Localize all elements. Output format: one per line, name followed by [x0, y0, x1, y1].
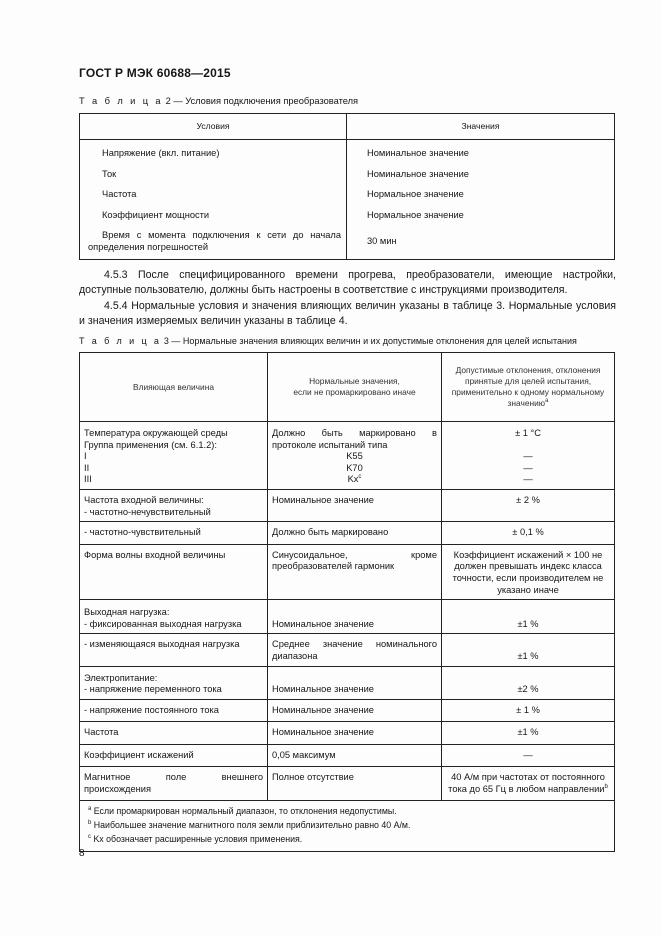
table3-normal [268, 422, 442, 490]
footnote-text: Kx обозначает расширенные условия применения. [91, 833, 303, 844]
table2-value: Номинальное значение [347, 164, 615, 185]
table-row [80, 522, 615, 545]
table-row [80, 544, 615, 599]
footnote [88, 804, 606, 818]
table3-quantity-line: - напряжение переменного тока [84, 684, 222, 695]
table2-condition: Ток [80, 164, 347, 185]
table-row [80, 489, 615, 521]
paragraph-4-5-3: 4.5.3 После специфицированного времени прогрева, преобразователи, имеющие настройки, доступные пользователю, должны быть настроены в соответствие с инструкциями производителя. [79, 269, 616, 297]
footnote-text: Наибольшее значение магнитного поля земли приблизительно равно 40 А/м. [91, 819, 411, 830]
table3-caption-prefix: Т а б л и ц а [79, 336, 162, 346]
table-row [80, 205, 615, 226]
table3-deviation [442, 767, 615, 800]
table3-dash: — [523, 462, 533, 473]
table3-deviation: ±1 % [442, 722, 615, 745]
footnote-ref: a [545, 398, 549, 405]
table3-deviation: Коэффициент искажений × 100 не должен превышать индекс класса точности, если производителем не указано иначе [442, 544, 615, 599]
table3-normal: Должно быть маркировано [268, 522, 442, 545]
table3-influence-quantities [79, 352, 615, 852]
table3-quantity: - частотно-чувствительный [80, 522, 268, 545]
footnote [88, 818, 606, 832]
body-text [79, 268, 616, 330]
page-number: 8 [79, 848, 85, 859]
table3-deviation: ± 2 % [442, 489, 615, 521]
table3-deviation: ±1 % [442, 634, 615, 666]
footnote-ref: b [604, 783, 608, 790]
table3-quantity: Коэффициент искажений [80, 744, 268, 767]
table3-quantity [80, 600, 268, 634]
table3-deviation-text: 40 А/м при частотах от постоянного тока до 65 Гц в любом направлении [448, 772, 605, 795]
table3-deviation: ± 0,1 % [442, 522, 615, 545]
table3-quantity-line: - частотно-нечувствительный [84, 506, 211, 517]
table3-quantity: Магнитное поле внешнего происхождения [80, 767, 268, 800]
table2-condition: Частота [80, 184, 347, 205]
table3-quantity-line: Частота входной величины: [84, 494, 204, 505]
table3-quantity [80, 666, 268, 699]
table-row [80, 666, 615, 699]
table3-normal: Номинальное значение [268, 699, 442, 722]
paragraph-4-5-4: 4.5.4 Нормальные условия и значения влияющих величин указаны в таблице 3. Нормальные условия и значения измеряемых величин указаны в таблице 4. [79, 299, 616, 328]
table2-header-values: Значения [347, 114, 615, 140]
table2-header-conditions: Условия [80, 114, 347, 140]
table3-normal-value: Kx [347, 474, 359, 485]
footnote-mark: b [88, 819, 92, 826]
table3-normal-value: K55 [346, 451, 363, 462]
table2-connection-conditions [79, 113, 615, 260]
table3-group: I [84, 451, 87, 462]
table3-normal: Номинальное значение [268, 600, 442, 634]
table-row [80, 184, 615, 205]
table-row [80, 699, 615, 722]
table3-header-normal-line: если не промаркировано иначе [293, 387, 416, 397]
table3-caption [79, 336, 577, 346]
table3-quantity-line: Электропитание: [84, 672, 158, 683]
table3-header-quantity: Влияющая величина [80, 353, 268, 422]
footnote-ref: c [358, 474, 362, 481]
standard-header: ГОСТ Р МЭК 60688—2015 [79, 66, 231, 80]
table3-deviation: ± 1 % [442, 699, 615, 722]
table3-normal-text: Должно быть маркировано в протоколе испытаний типа [272, 428, 437, 450]
table2-header-row [80, 114, 615, 140]
table3-quantity: - изменяющаяся выходная нагрузка [80, 634, 268, 666]
table3-normal: Синусоидальное, кроме преобразователей гармоник [268, 544, 442, 599]
table3-quantity-line: Температура окружающей среды [84, 428, 228, 438]
table2-value: Номинальное значение [347, 140, 615, 164]
table2-caption-title: 2 — Условия подключения преобразователя [163, 96, 359, 106]
footnote [88, 832, 606, 846]
table2-caption [79, 96, 358, 106]
table-row [80, 164, 615, 185]
table3-normal-value-kx [272, 474, 437, 486]
table2-condition: Время с момента подключения к сети до начала определения погрешностей [80, 225, 347, 259]
table-row [80, 422, 615, 490]
table3-footnotes-row [80, 800, 615, 851]
table3-group: II [84, 462, 90, 473]
table3-header-deviation [442, 353, 615, 422]
table3-quantity-line: - фиксированная выходная нагрузка [84, 618, 242, 629]
table-row [80, 140, 615, 164]
table3-quantity [80, 422, 268, 490]
table3-quantity-line: Выходная нагрузка: [84, 607, 170, 618]
table-row [80, 722, 615, 745]
table-row [80, 744, 615, 767]
footnote-mark: a [88, 805, 92, 812]
footnote-text: Если промаркирован нормальный диапазон, то отклонения недопустимы. [91, 805, 397, 816]
table3-quantity-line: Группа применения (см. 6.1.2): [84, 439, 217, 450]
table3-quantity [80, 489, 268, 521]
footnote-mark: c [88, 833, 91, 840]
table3-header-normal-line: Нормальные значения, [309, 376, 400, 386]
table2-condition: Напряжение (вкл. питание) [80, 140, 347, 164]
spacer [446, 440, 610, 452]
table3-dash: — [523, 474, 533, 485]
table3-deviation: ±2 % [442, 666, 615, 699]
table3-deviation: ±1 % [442, 600, 615, 634]
table3-dash: — [523, 451, 533, 462]
table3-quantity: Форма волны входной величины [80, 544, 268, 599]
table3-header-deviation-text: Допустимые отклонения, отклонения принятые для целей испытания, применительно к одному нормальному значению [451, 365, 605, 408]
table-row [80, 767, 615, 800]
table3-deviation-text: ± 1 °C [515, 428, 541, 438]
table3-header-normal [268, 353, 442, 422]
table3-header-row [80, 353, 615, 422]
table3-quantity: Частота [80, 722, 268, 745]
table3-normal: Среднее значение номинального диапазона [268, 634, 442, 666]
table3-normal: Номинальное значение [268, 666, 442, 699]
table3-deviation [442, 422, 615, 490]
table3-footnotes [80, 800, 615, 851]
table2-condition: Коэффициент мощности [80, 205, 347, 226]
table2-value: Нормальное значение [347, 184, 615, 205]
table2-value: Нормальное значение [347, 205, 615, 226]
table2-value: 30 мин [347, 225, 615, 259]
table3-deviation: — [442, 744, 615, 767]
table3-group: III [84, 474, 92, 485]
table2-caption-prefix: Т а б л и ц а [79, 96, 163, 106]
table3-normal: Номинальное значение [268, 489, 442, 521]
table-row [80, 634, 615, 666]
table3-normal-value: K70 [346, 462, 363, 473]
table-row [80, 225, 615, 259]
table-row [80, 600, 615, 634]
table3-normal: Полное отсутствие [268, 767, 442, 800]
table3-caption-title: 3 — Нормальные значения влияющих величин и их допустимые отклонения для целей испытания [161, 336, 577, 346]
table3-normal: 0,05 максимум [268, 744, 442, 767]
table3-normal: Номинальное значение [268, 722, 442, 745]
table3-quantity: - напряжение постоянного тока [80, 699, 268, 722]
